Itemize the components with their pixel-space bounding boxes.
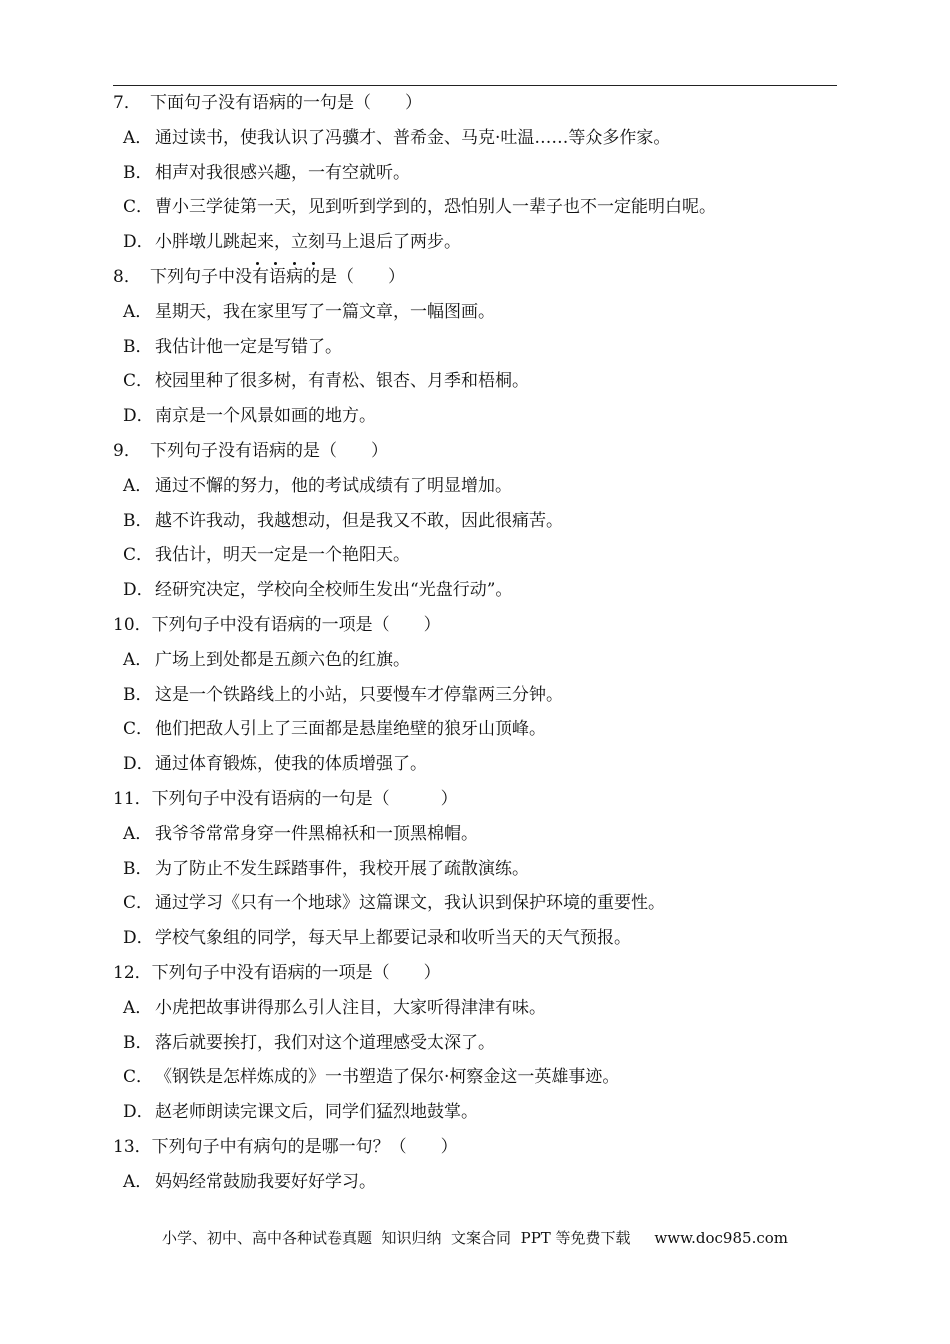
question-stem: 下列句子中没有语病的一项是（ ）: [151, 614, 441, 635]
option-letter: A．: [123, 475, 153, 496]
option-text: 越不许我动，我越想动，但是我又不敢，因此很痛苦。: [155, 510, 563, 531]
option-letter: C．: [123, 893, 154, 914]
answer-option: [113, 712, 837, 747]
question-stem: 下列句子中没有语病的是（ ）: [150, 266, 405, 287]
option-letter: B．: [123, 162, 153, 183]
question-title: [113, 956, 837, 991]
answer-option: [113, 643, 837, 678]
question-stem: 下列句子中没有语病的一句是（ ）: [151, 788, 458, 809]
question-11: [113, 782, 837, 956]
option-text: 通过体育锻炼，使我的体质增强了。: [155, 754, 427, 775]
option-letter: D．: [123, 232, 154, 253]
option-text: 赵老师朗读完课文后，同学们猛烈地鼓掌。: [155, 1102, 478, 1123]
question-title: [113, 608, 837, 643]
question-12: [113, 956, 837, 1130]
answer-option: [113, 886, 837, 921]
option-text: 小胖墩儿跳起来，立刻马上退后了两步。: [155, 232, 461, 253]
question-number: 8．: [113, 266, 141, 287]
question-number: 13．: [113, 1136, 152, 1157]
question-10: [113, 608, 837, 782]
answer-option: [113, 225, 837, 260]
question-title: [113, 782, 837, 817]
answer-option: [113, 747, 837, 782]
question-number: 7．: [113, 93, 141, 113]
question-title: [113, 1130, 837, 1165]
answer-option: [113, 852, 837, 887]
answer-option: [113, 817, 837, 852]
option-letter: D．: [123, 928, 154, 949]
answer-option: [113, 156, 837, 191]
question-number: 12．: [113, 962, 152, 983]
answer-option: [113, 573, 837, 608]
question-number: 10．: [113, 614, 152, 635]
option-text: 学校气象组的同学，每天早上都要记录和收听当天的天气预报。: [155, 928, 631, 949]
option-letter: C．: [123, 371, 154, 392]
option-text: 他们把敌人引上了三面都是悬崖绝壁的狼牙山顶峰。: [155, 719, 546, 740]
option-text: 校园里种了很多树，有青松、银杏、月季和梧桐。: [155, 371, 529, 392]
answer-option: [113, 538, 837, 573]
option-text: 我估计他一定是写错了。: [155, 336, 342, 357]
option-letter: A．: [123, 997, 153, 1018]
question-number: 9．: [113, 440, 141, 461]
option-letter: C．: [123, 545, 154, 566]
option-text: 通过不懈的努力，他的考试成绩有了明显增加。: [155, 475, 512, 496]
option-text: 通过学习《只有一个地球》这篇课文，我认识到保护环境的重要性。: [155, 893, 665, 914]
option-letter: A．: [123, 823, 153, 844]
answer-option: [113, 364, 837, 399]
option-letter: D．: [123, 754, 154, 775]
question-title: [113, 260, 837, 295]
option-letter: D．: [123, 1102, 154, 1123]
option-text: 为了防止不发生踩踏事件，我校开展了疏散演练。: [155, 858, 529, 879]
option-text: 经研究决定，学校向全校师生发出“光盘行动”。: [155, 580, 513, 601]
question-stem: 下列句子中没有语病的一项是（ ）: [151, 962, 441, 983]
answer-option: [113, 1026, 837, 1061]
option-text: 妈妈经常鼓励我要好好学习。: [155, 1171, 376, 1192]
question-9: [113, 434, 837, 608]
answer-option: [113, 469, 837, 504]
option-text: 我爷爷常常身穿一件黑棉袄和一顶黑棉帽。: [155, 823, 478, 844]
question-stem: 下列句子中有病句的是哪一句？（ ）: [151, 1136, 458, 1157]
question-stem: 下面句子没有语病的一句是（ ）: [150, 93, 422, 113]
option-text: 小虎把故事讲得那么引人注目，大家听得津津有味。: [155, 997, 546, 1018]
answer-option: [113, 504, 837, 539]
option-letter: B．: [123, 1032, 153, 1053]
question-list: [113, 86, 837, 1200]
option-letter: A．: [123, 301, 153, 322]
option-text: 《钢铁是怎样炼成的》一书塑造了保尔·柯察金这一英雄事迹。: [155, 1067, 620, 1088]
option-letter: A．: [123, 649, 153, 670]
question-7: [113, 86, 837, 260]
option-text: 落后就要挨打，我们对这个道理感受太深了。: [155, 1032, 495, 1053]
option-text: 相声对我很感兴趣，一有空就听。: [155, 162, 410, 183]
answer-option: [113, 190, 837, 225]
question-8: [113, 260, 837, 434]
option-text: 广场上到处都是五颜六色的红旗。: [155, 649, 410, 670]
option-letter: A．: [123, 1171, 153, 1192]
option-letter: C．: [123, 719, 154, 740]
question-title: [113, 434, 837, 469]
question-stem: 下列句子没有语病的是（ ）: [150, 440, 388, 461]
option-letter: D．: [123, 580, 154, 601]
option-letter: B．: [123, 858, 153, 879]
option-letter: B．: [123, 510, 153, 531]
option-text: 通过读书，使我认识了冯骥才、普希金、马克·吐温……等众多作家。: [155, 127, 671, 148]
option-letter: D．: [123, 406, 154, 427]
option-letter: B．: [123, 684, 153, 705]
answer-option: [113, 121, 837, 156]
option-text: 南京是一个风景如画的地方。: [155, 406, 376, 427]
answer-option: [113, 678, 837, 713]
question-title: [113, 86, 837, 121]
option-letter: A．: [123, 127, 153, 148]
option-text: 我估计，明天一定是一个艳阳天。: [155, 545, 410, 566]
answer-option: [113, 295, 837, 330]
answer-option: [113, 1060, 837, 1095]
option-text: 曹小三学徒第一天，见到听到学到的，恐怕别人一辈子也不一定能明白呢。: [155, 197, 716, 218]
option-letter: B．: [123, 336, 153, 357]
answer-option: [113, 991, 837, 1026]
option-text: 星期天，我在家里写了一篇文章，一幅图画。: [155, 301, 495, 322]
option-letter: C．: [123, 197, 154, 218]
answer-option: [113, 921, 837, 956]
answer-option: [113, 399, 837, 434]
answer-option: [113, 1165, 837, 1200]
option-text: 这是一个铁路线上的小站，只要慢车才停靠两三分钟。: [155, 684, 563, 705]
question-number: 11．: [113, 788, 152, 809]
footer-text: 小学、初中、高中各种试卷真题 知识归纳 文案合同 PPT 等免费下载 www.doc985.com: [161, 1229, 788, 1247]
question-13: [113, 1130, 837, 1200]
answer-option: [113, 1095, 837, 1130]
option-letter: C．: [123, 1067, 154, 1088]
answer-option: [113, 330, 837, 365]
